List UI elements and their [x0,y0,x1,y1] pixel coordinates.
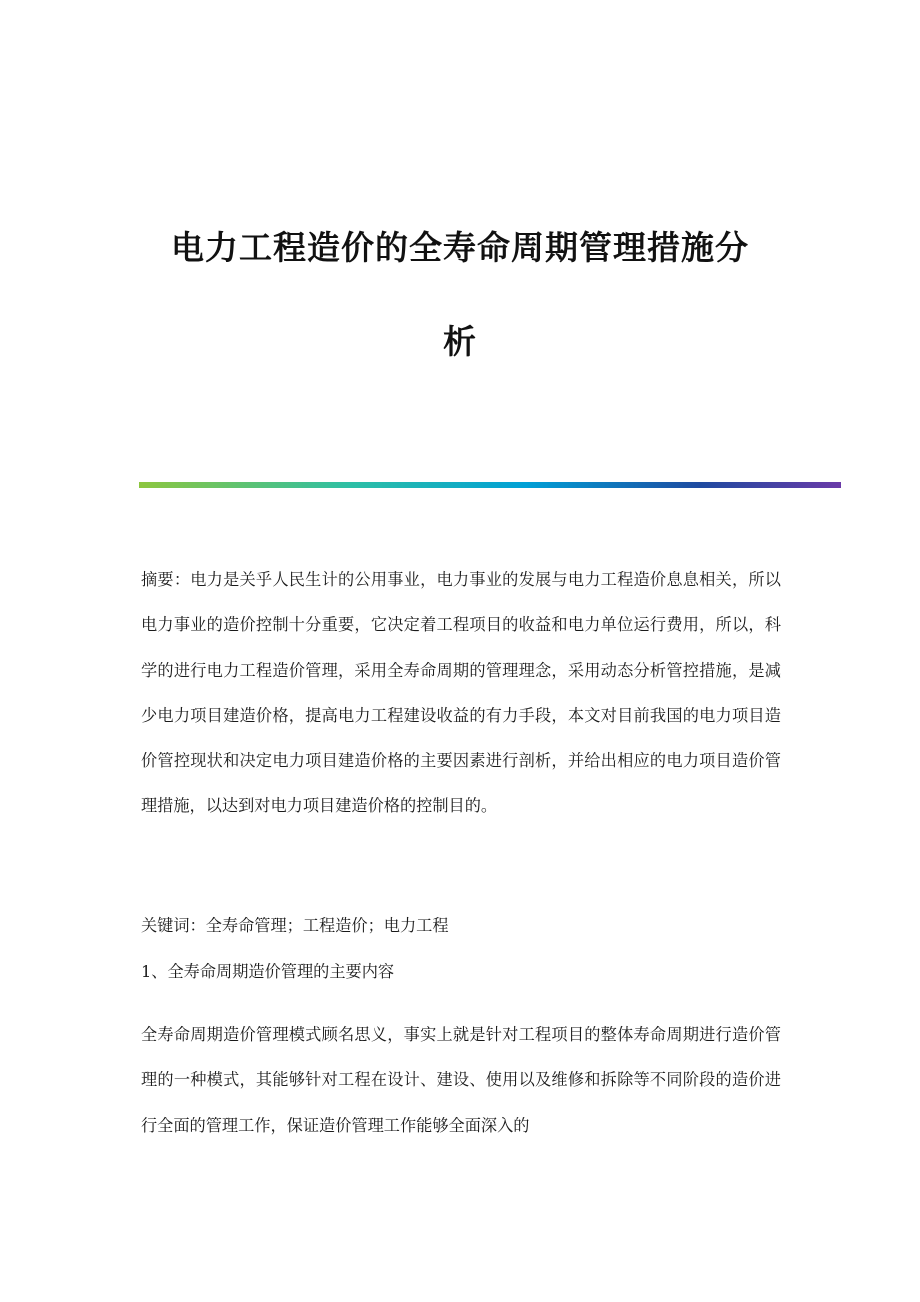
document-title-line-1: 电力工程造价的全寿命周期管理措施分 [171,228,749,267]
section-1-body-paragraph: 全寿命周期造价管理模式顾名思义，事实上就是针对工程项目的整体寿命周期进行造价管理的一种模式，其能够针对工程在设计、建设、使用以及维修和拆除等不同阶段的造价进行全面的管理工作，保证造价管理工作能够全面深入的 [141,1025,781,1135]
keywords-line: 关键词：全寿命管理；工程造价；电力工程 [141,916,449,935]
document-title-line-2: 析 [443,322,477,361]
section-heading-1: 1、全寿命周期造价管理的主要内容 [141,962,395,981]
abstract-paragraph: 摘要：电力是关乎人民生计的公用事业，电力事业的发展与电力工程造价息息相关，所以电力事业的造价控制十分重要，它决定着工程项目的收益和电力单位运行费用，所以，科学的进行电力工程造价管理，采用全寿命周期的管理理念，采用动态分析管控措施，是减少电力项目建造价格，提高电力工程建设收益的有力手段，本文对目前我国的电力项目造价管控现状和决定电力项目建造价格的主要因素进行剖析，并给出相应的电力项目造价管理措施，以达到对电力项目建造价格的控制目的。 [141,570,781,816]
gradient-divider [139,482,841,488]
